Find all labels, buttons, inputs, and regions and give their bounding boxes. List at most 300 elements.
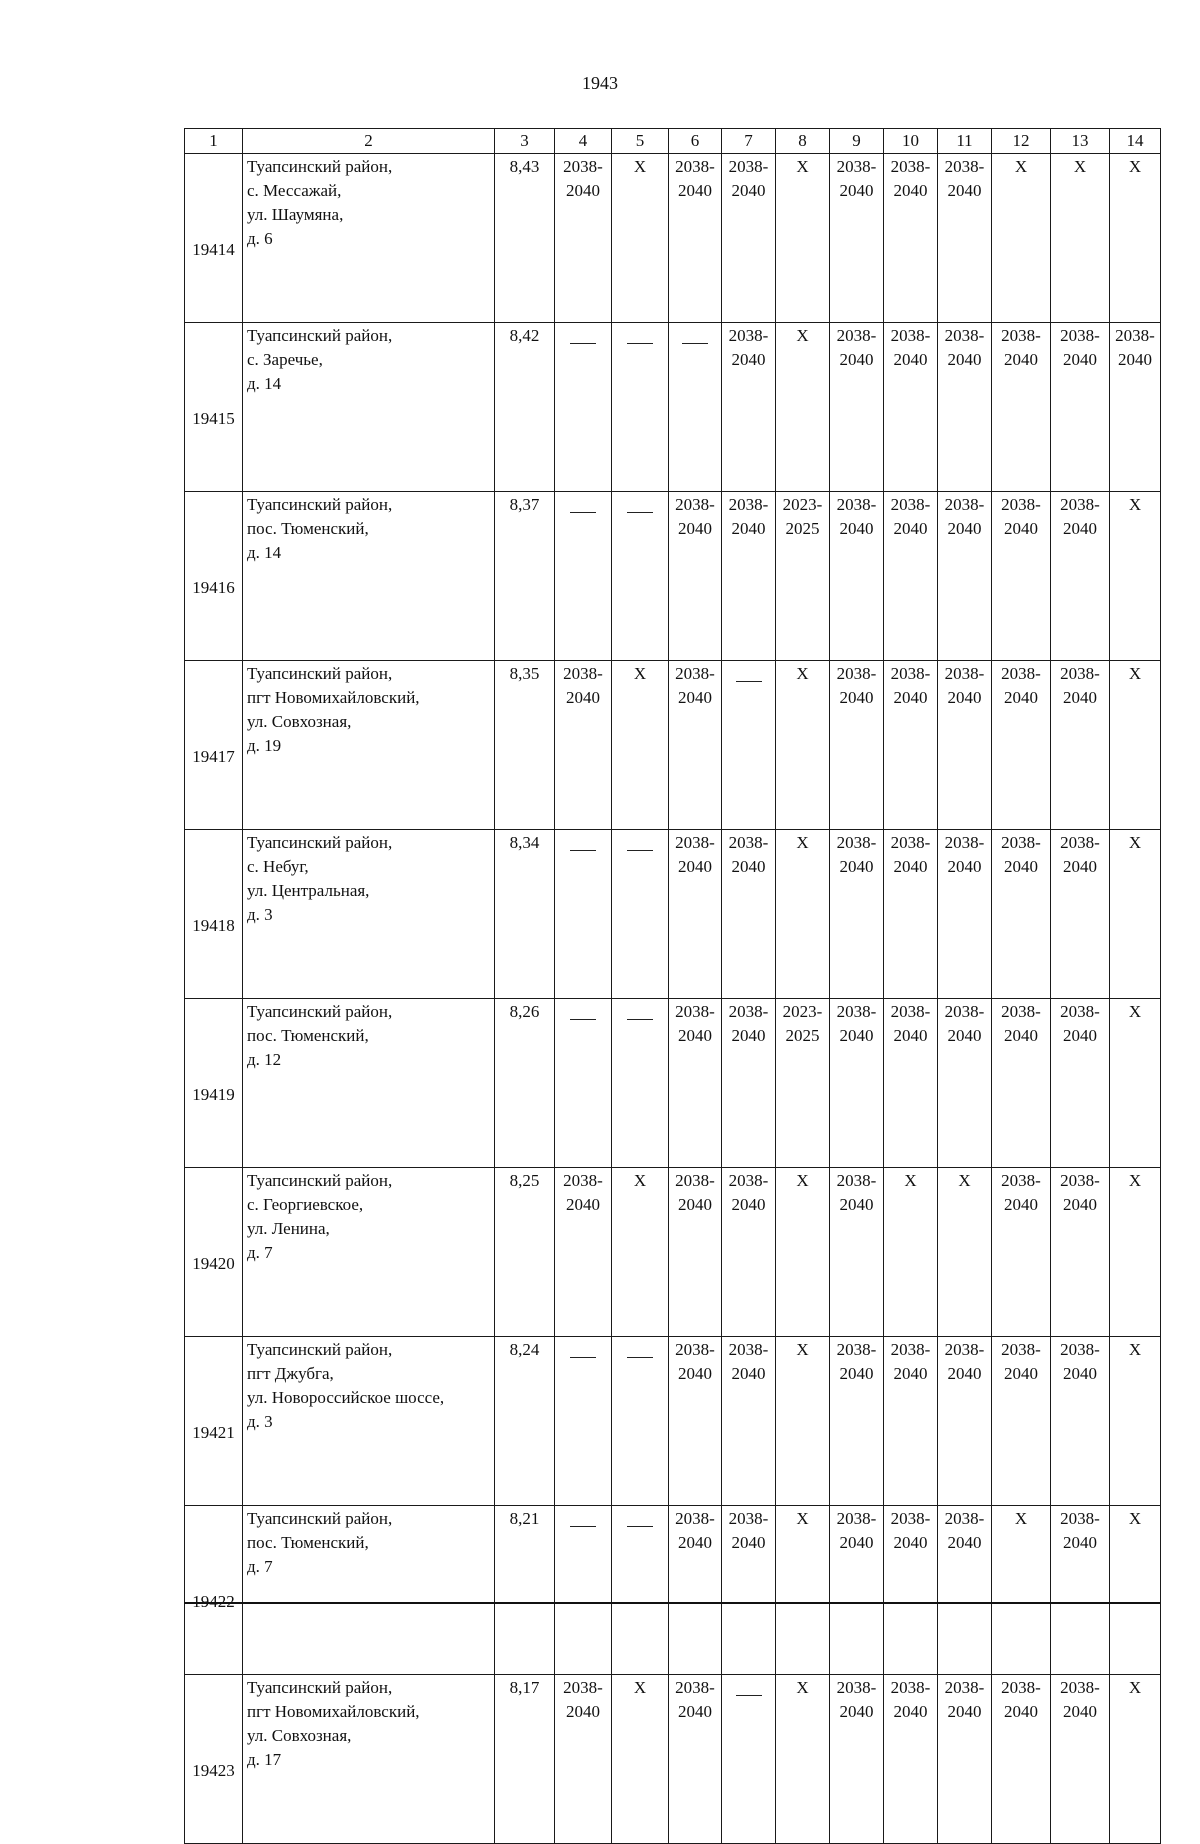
cell-line: 2040 — [1063, 857, 1097, 876]
cell-line: X — [633, 157, 647, 176]
period-cell — [555, 154, 612, 323]
period-cell — [1110, 323, 1161, 492]
cell-line: X — [796, 1171, 809, 1190]
cell-line: 2038- — [944, 1678, 985, 1697]
mark-cell — [612, 1675, 669, 1844]
cell-line: 2038- — [728, 495, 769, 514]
mark-cell — [776, 1675, 830, 1844]
address-line: д. 7 — [247, 1557, 273, 1576]
address-line: Туапсинский район, — [247, 664, 393, 683]
mark-cell — [776, 830, 830, 999]
value-cell: 8,34 — [495, 830, 555, 999]
cell-line: X — [796, 1340, 809, 1359]
cell-line: 2038- — [890, 664, 931, 683]
cell-line: 2040 — [678, 1364, 712, 1383]
mark-cell — [776, 661, 830, 830]
period-cell — [830, 661, 884, 830]
period-cell — [1051, 661, 1110, 830]
address-line: с. Георгиевское, — [247, 1195, 364, 1214]
period-cell — [555, 1675, 612, 1844]
cell-line: 2040 — [1004, 350, 1038, 369]
address-line: д. 3 — [247, 905, 273, 924]
cell-line: X — [1128, 1171, 1142, 1190]
cell-line: 2040 — [1063, 1533, 1097, 1552]
cell-line: X — [1128, 1340, 1142, 1359]
table-row — [185, 154, 1161, 323]
cell-line: 2040 — [1118, 350, 1152, 369]
table-row — [185, 1337, 1161, 1506]
cell-line: 2038- — [836, 495, 877, 514]
cell-line: 2038- — [563, 157, 603, 176]
address-cell — [243, 830, 495, 999]
dash-mark — [627, 512, 653, 513]
cell-line: X — [796, 157, 809, 176]
cell-line: 2038- — [728, 157, 769, 176]
mark-cell — [776, 1337, 830, 1506]
cell-line: 2040 — [731, 1195, 766, 1214]
cell-line: 2038- — [944, 1509, 985, 1528]
cell-line: 2038- — [1001, 495, 1041, 514]
cell-line: 2040 — [893, 1533, 928, 1552]
period-cell — [992, 323, 1051, 492]
cell-line: 2038- — [728, 1509, 769, 1528]
period-cell — [669, 1506, 722, 1675]
cell-line: 2040 — [566, 181, 600, 200]
dash-mark — [627, 343, 653, 344]
cell-line: 2040 — [893, 1702, 928, 1721]
dash-cell — [555, 1506, 612, 1675]
cell-line: X — [1128, 833, 1142, 852]
cell-line: 2038- — [944, 157, 985, 176]
dash-cell — [612, 1337, 669, 1506]
dash-mark — [627, 1357, 653, 1358]
address-line: д. 12 — [247, 1050, 282, 1069]
record-number: 19417 — [185, 661, 243, 830]
mark-cell — [1110, 830, 1161, 999]
period-cell — [992, 830, 1051, 999]
mark-cell — [992, 1506, 1051, 1675]
cell-line: X — [796, 664, 809, 683]
dash-mark — [570, 850, 596, 851]
cell-line: 2038- — [836, 157, 877, 176]
cell-line: 2040 — [566, 1702, 600, 1721]
cell-line: X — [796, 1678, 809, 1697]
cell-line: 2038- — [1001, 1678, 1041, 1697]
cell-line: 2040 — [566, 688, 600, 707]
address-line: Туапсинский район, — [247, 495, 393, 514]
period-cell — [938, 492, 992, 661]
period-cell — [722, 999, 776, 1168]
period-cell — [884, 1675, 938, 1844]
cell-line: 2040 — [566, 1195, 600, 1214]
period-cell — [722, 1168, 776, 1337]
dash-cell — [555, 492, 612, 661]
period-cell — [992, 1675, 1051, 1844]
period-cell — [884, 1337, 938, 1506]
address-line: пос. Тюменский, — [247, 519, 369, 538]
column-header: 9 — [830, 129, 884, 154]
dash-mark — [570, 1526, 596, 1527]
cell-line: 2038- — [1001, 1340, 1041, 1359]
dash-mark — [736, 1695, 762, 1696]
table-row — [185, 323, 1161, 492]
value-cell: 8,21 — [495, 1506, 555, 1675]
cell-line: 2038- — [944, 495, 985, 514]
period-cell — [722, 323, 776, 492]
cell-line: 2038- — [836, 1171, 877, 1190]
period-cell — [830, 1337, 884, 1506]
cell-line: 2038- — [1060, 1678, 1100, 1697]
value-cell: 8,42 — [495, 323, 555, 492]
period-cell — [1051, 323, 1110, 492]
cell-line: 2040 — [678, 857, 712, 876]
cell-line: 2038- — [890, 1509, 931, 1528]
record-number: 19415 — [185, 323, 243, 492]
address-line: ул. Шаумяна, — [247, 205, 344, 224]
dash-mark — [570, 1019, 596, 1020]
period-cell — [776, 999, 830, 1168]
dash-cell — [612, 830, 669, 999]
cell-line: 2038- — [836, 1678, 877, 1697]
value-cell: 8,37 — [495, 492, 555, 661]
column-header: 10 — [884, 129, 938, 154]
cell-line: 2040 — [839, 181, 874, 200]
period-cell — [669, 154, 722, 323]
address-cell — [243, 1675, 495, 1844]
mark-cell — [1110, 999, 1161, 1168]
cell-line: 2038- — [675, 157, 715, 176]
period-cell — [884, 323, 938, 492]
period-cell — [669, 1337, 722, 1506]
period-cell — [1051, 1168, 1110, 1337]
cell-line: 2040 — [893, 857, 928, 876]
cell-line: 2038- — [836, 1340, 877, 1359]
cell-line: 2038- — [1060, 1171, 1100, 1190]
address-line: Туапсинский район, — [247, 1340, 393, 1359]
cell-line: 2040 — [839, 857, 874, 876]
period-cell — [1051, 830, 1110, 999]
cell-line: X — [1128, 1678, 1142, 1697]
record-number: 19414 — [185, 154, 243, 323]
dash-mark — [570, 1357, 596, 1358]
cell-line: 2040 — [678, 1702, 712, 1721]
cell-line: 2040 — [839, 1364, 874, 1383]
cell-line: 2040 — [678, 688, 712, 707]
cell-line: 2038- — [675, 495, 715, 514]
address-cell — [243, 323, 495, 492]
dash-mark — [627, 1526, 653, 1527]
mark-cell — [776, 154, 830, 323]
cell-line: 2040 — [1063, 1026, 1097, 1045]
cell-line: X — [796, 326, 809, 345]
period-cell — [1051, 1506, 1110, 1675]
cell-line: 2038- — [728, 326, 769, 345]
cell-line: 2038- — [563, 1171, 603, 1190]
record-number: 19418 — [185, 830, 243, 999]
cell-line: 2025 — [785, 519, 820, 538]
cell-line: X — [1014, 157, 1028, 176]
value-cell: 8,25 — [495, 1168, 555, 1337]
period-cell — [938, 1675, 992, 1844]
period-cell — [776, 492, 830, 661]
period-cell — [669, 830, 722, 999]
cell-line: 2038- — [1001, 664, 1041, 683]
period-cell — [938, 661, 992, 830]
period-cell — [1051, 999, 1110, 1168]
cell-line: X — [633, 664, 647, 683]
cell-line: 2040 — [731, 1026, 766, 1045]
address-line: пос. Тюменский, — [247, 1026, 369, 1045]
period-cell — [884, 999, 938, 1168]
record-number: 19423 — [185, 1675, 243, 1844]
column-header: 14 — [1110, 129, 1161, 154]
cell-line: 2040 — [678, 181, 712, 200]
cell-line: 2040 — [839, 1702, 874, 1721]
period-cell — [555, 1168, 612, 1337]
cell-line: 2038- — [836, 664, 877, 683]
column-header: 4 — [555, 129, 612, 154]
address-cell — [243, 1168, 495, 1337]
column-header: 7 — [722, 129, 776, 154]
address-cell — [243, 492, 495, 661]
dash-cell — [555, 999, 612, 1168]
period-cell — [992, 1168, 1051, 1337]
dash-mark — [627, 850, 653, 851]
table-row — [185, 1506, 1161, 1675]
cell-line: 2040 — [947, 181, 982, 200]
mark-cell — [612, 1168, 669, 1337]
dash-cell — [722, 661, 776, 830]
address-line: д. 7 — [247, 1243, 273, 1262]
period-cell — [992, 1337, 1051, 1506]
address-line: д. 6 — [247, 229, 273, 248]
cell-line: 2038- — [675, 1171, 715, 1190]
table-row — [185, 1675, 1161, 1844]
mark-cell — [612, 661, 669, 830]
period-cell — [830, 1506, 884, 1675]
cell-line: 2040 — [893, 350, 928, 369]
cell-line: 2038- — [836, 1002, 877, 1021]
cell-line: 2038- — [890, 326, 931, 345]
dash-cell — [555, 830, 612, 999]
cell-line: 2040 — [1004, 1364, 1038, 1383]
cell-line: 2038- — [890, 1678, 931, 1697]
cell-line: X — [633, 1171, 647, 1190]
table-body — [185, 154, 1161, 1844]
register-table — [184, 128, 1161, 1844]
cell-line: 2038- — [890, 1340, 931, 1359]
period-cell — [884, 492, 938, 661]
period-cell — [669, 661, 722, 830]
period-cell — [1051, 1337, 1110, 1506]
table-bottom-border — [184, 1602, 1160, 1604]
cell-line: X — [958, 1171, 971, 1190]
period-cell — [830, 323, 884, 492]
dash-mark — [627, 1019, 653, 1020]
dash-cell — [612, 999, 669, 1168]
cell-line: 2038- — [836, 833, 877, 852]
cell-line: 2038- — [728, 1002, 769, 1021]
cell-line: 2040 — [1063, 519, 1097, 538]
cell-line: 2040 — [893, 519, 928, 538]
table-row — [185, 492, 1161, 661]
mark-cell — [612, 154, 669, 323]
address-line: пос. Тюменский, — [247, 1533, 369, 1552]
cell-line: 2038- — [944, 1002, 985, 1021]
cell-line: 2040 — [678, 1195, 712, 1214]
period-cell — [992, 999, 1051, 1168]
cell-line: 2038- — [563, 664, 603, 683]
cell-line: 2038- — [944, 1340, 985, 1359]
period-cell — [669, 1675, 722, 1844]
address-line: с. Мессажай, — [247, 181, 342, 200]
cell-line: 2038- — [1115, 326, 1155, 345]
cell-line: X — [904, 1171, 917, 1190]
cell-line: 2040 — [947, 1533, 982, 1552]
mark-cell — [992, 154, 1051, 323]
address-line: ул. Совхозная, — [247, 712, 352, 731]
cell-line: 2040 — [1004, 1702, 1038, 1721]
cell-line: 2040 — [731, 519, 766, 538]
column-header: 8 — [776, 129, 830, 154]
period-cell — [555, 661, 612, 830]
cell-line: X — [1128, 495, 1142, 514]
period-cell — [722, 830, 776, 999]
period-cell — [938, 323, 992, 492]
period-cell — [830, 154, 884, 323]
cell-line: 2038- — [675, 833, 715, 852]
cell-line: 2040 — [678, 519, 712, 538]
cell-line: 2040 — [947, 519, 982, 538]
dash-cell — [612, 1506, 669, 1675]
column-header: 2 — [243, 129, 495, 154]
dash-cell — [612, 492, 669, 661]
cell-line: X — [1128, 1509, 1142, 1528]
period-cell — [884, 1506, 938, 1675]
record-number — [185, 1506, 243, 1675]
cell-line: 2040 — [839, 1533, 874, 1552]
column-header: 5 — [612, 129, 669, 154]
period-cell — [830, 830, 884, 999]
page-number: 1943 — [582, 73, 618, 93]
cell-line: 2038- — [944, 326, 985, 345]
record-number: 19416 — [185, 492, 243, 661]
value-cell: 8,17 — [495, 1675, 555, 1844]
cell-line: 2038- — [675, 1340, 715, 1359]
cell-line: 2038- — [890, 1002, 931, 1021]
mark-cell — [1110, 154, 1161, 323]
cell-line: 2038- — [1060, 495, 1100, 514]
address-cell — [243, 999, 495, 1168]
dash-cell — [555, 1337, 612, 1506]
cell-line: 2040 — [731, 1533, 766, 1552]
cell-line: 2038- — [728, 1340, 769, 1359]
cell-line: 2040 — [839, 519, 874, 538]
cell-line: 2040 — [893, 688, 928, 707]
cell-line: 2040 — [1063, 1195, 1097, 1214]
cell-line: X — [1128, 157, 1142, 176]
column-header: 13 — [1051, 129, 1110, 154]
cell-line: 2023- — [782, 1002, 823, 1021]
address-line: пгт Новомихайловский, — [247, 1702, 420, 1721]
period-cell — [884, 154, 938, 323]
cell-line: X — [796, 833, 809, 852]
cell-line: 2038- — [890, 833, 931, 852]
address-line: Туапсинский район, — [247, 1509, 393, 1528]
cell-line: 2040 — [731, 857, 766, 876]
cell-line: 2040 — [839, 350, 874, 369]
period-cell — [884, 830, 938, 999]
cell-line: 2038- — [563, 1678, 603, 1697]
cell-line: 2040 — [893, 181, 928, 200]
cell-line: 2040 — [947, 1702, 982, 1721]
record-number: 19420 — [185, 1168, 243, 1337]
cell-line: 2038- — [836, 326, 877, 345]
dash-mark — [682, 343, 708, 344]
cell-line: X — [796, 1509, 809, 1528]
cell-line: 2040 — [678, 1026, 712, 1045]
mark-cell — [938, 1168, 992, 1337]
period-cell — [722, 492, 776, 661]
cell-line: 2040 — [1063, 688, 1097, 707]
record-number: 19421 — [185, 1337, 243, 1506]
address-cell — [243, 154, 495, 323]
mark-cell — [776, 1168, 830, 1337]
mark-cell — [1110, 1337, 1161, 1506]
period-cell — [669, 492, 722, 661]
cell-line: 2038- — [675, 664, 715, 683]
cell-line: 2025 — [785, 1026, 820, 1045]
dash-mark — [570, 343, 596, 344]
cell-line: 2038- — [675, 1678, 715, 1697]
address-line: д. 19 — [247, 736, 282, 755]
cell-line: 2040 — [947, 857, 982, 876]
cell-line: 2040 — [731, 1364, 766, 1383]
dash-cell — [555, 323, 612, 492]
cell-line: 2038- — [890, 157, 931, 176]
address-line: пгт Джубга, — [247, 1364, 334, 1383]
cell-line: X — [1073, 157, 1087, 176]
period-cell — [1051, 1675, 1110, 1844]
period-cell — [722, 154, 776, 323]
cell-line: 2038- — [675, 1002, 715, 1021]
cell-line: 2038- — [1060, 1509, 1100, 1528]
cell-line: 2038- — [728, 833, 769, 852]
value-cell: 8,43 — [495, 154, 555, 323]
cell-line: 2040 — [1063, 1364, 1097, 1383]
column-header: 11 — [938, 129, 992, 154]
dash-cell — [669, 323, 722, 492]
address-line: Туапсинский район, — [247, 833, 393, 852]
cell-line: 2040 — [1063, 1702, 1097, 1721]
cell-line: 2040 — [1004, 1026, 1038, 1045]
period-cell — [1051, 492, 1110, 661]
address-line: ул. Ленина, — [247, 1219, 330, 1238]
address-cell — [243, 1337, 495, 1506]
cell-line: 2038- — [1001, 326, 1041, 345]
cell-line: 2040 — [947, 688, 982, 707]
cell-line: 2040 — [947, 1364, 982, 1383]
cell-line: X — [1128, 1002, 1142, 1021]
cell-line: 2038- — [1060, 664, 1100, 683]
cell-line: 2040 — [839, 1195, 874, 1214]
period-cell — [830, 999, 884, 1168]
cell-line: 2040 — [678, 1533, 712, 1552]
dash-cell — [722, 1675, 776, 1844]
header-row — [185, 129, 1161, 154]
dash-cell — [612, 323, 669, 492]
address-line: Туапсинский район, — [247, 1171, 393, 1190]
